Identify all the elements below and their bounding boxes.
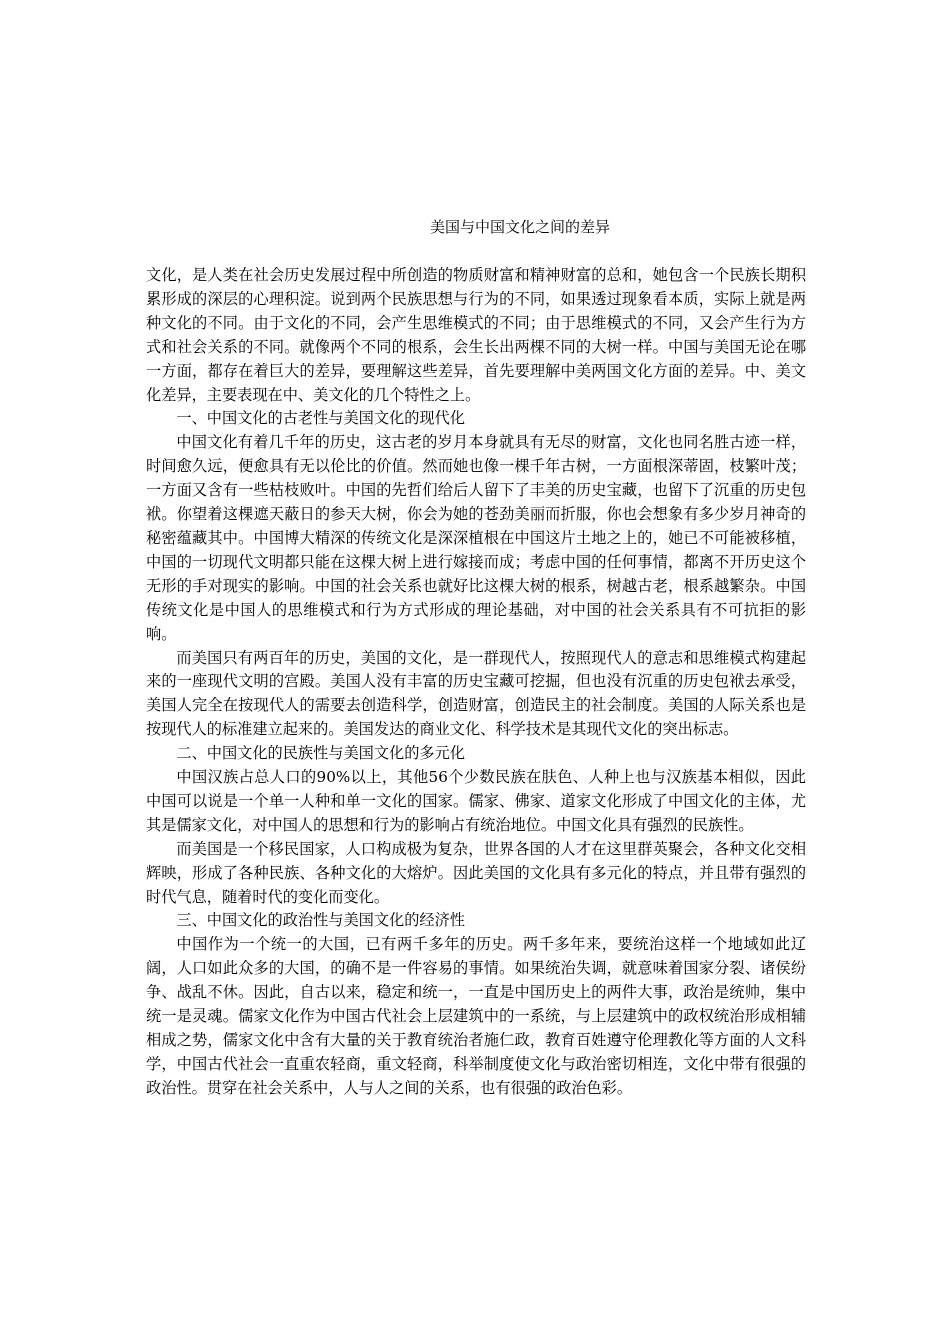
section-heading-2: 二、中国文化的民族性与美国文化的多元化 — [176, 744, 465, 763]
section-heading-1: 一、中国文化的古老性与美国文化的现代化 — [176, 409, 465, 428]
body-paragraph: 中国汉族占总人口的90%以上，其他56个少数民族在肤色、人种上也与汉族基本相似，因此中国可以说是一个单一人种和单一文化的国家。儒家、佛家、道家文化形成了中国文化的主体，尤其是儒家文化，对中国人的思想和行为的影响占有统治地位。中国文化具有强烈的民族性。 — [146, 768, 806, 834]
body-paragraph: 中国作为一个统一的大国，已有两千多年的历史。两千多年来，要统治这样一个地域如此辽阔，人口如此众多的大国，的确不是一件容易的事情。如果统治失调，就意味着国家分裂、诸侯纷争、战乱不休。因此，自古以来，稳定和统一，一直是中国历史上的两件大事，政治是统帅，集中统一是灵魂。儒家文化作为中国古代社会上层建筑中的一系统，与上层建筑中的政权统治形成相辅相成之势，儒家文化中含有大量的关于教育统治者施仁政，教育百姓遵守伦理教化等方面的人文科学，中国古代社会一直重农轻商，重文轻商，科举制度使文化与政治密切相连，文化中带有很强的政治性。贯穿在社会关系中，人与人之间的关系，也有很强的政治色彩。 — [146, 935, 806, 1097]
document-title: 美国与中国文化之间的差异 — [429, 218, 610, 236]
body-paragraph: 而美国只有两百年的历史，美国的文化，是一群现代人，按照现代人的意志和思维模式构建起来的一座现代文明的宫殿。美国人没有丰富的历史宝藏可挖掘，但也没有沉重的历史包袱去承受，美国人完全在按现代人的需要去创造科学，创造财富，创造民主的社会制度。美国的人际关系也是按现代人的标准建立起来的。美国发达的商业文化、科学技术是其现代文化的突出标志。 — [146, 648, 806, 739]
body-paragraph: 而美国是一个移民国家，人口构成极为复杂，世界各国的人才在这里群英聚会，各种文化交相辉映，形成了各种民族、各种文化的大熔炉。因此美国的文化具有多元化的特点，并且带有强烈的时代气息，随着时代的变化而变化。 — [146, 839, 806, 906]
intro-paragraph: 文化，是人类在社会历史发展过程中所创造的物质财富和精神财富的总和，她包含一个民族长期积累形成的深层的心理积淀。说到两个民族思想与行为的不同，如果透过现象看本质，实际上就是两种文化的不同。由于文化的不同，会产生思维模式的不同；由于思维模式的不同，又会产生行为方式和社会关系的不同。就像两个不同的根系，会生长出两棵不同的大树一样。中国与美国无论在哪一方面，都存在着巨大的差异，要理解这些差异，首先要理解中美两国文化方面的差异。中、美文化差异，主要表现在中、美文化的几个特性之上。 — [146, 266, 806, 404]
document-body — [146, 264, 806, 1101]
body-paragraph: 中国文化有着几千年的历史，这古老的岁月本身就具有无尽的财富，文化也同名胜古迹一样，时间愈久远，便愈具有无以伦比的价值。然而她也像一棵千年古树，一方面根深蒂固，枝繁叶茂；一方面又含有一些枯枝败叶。中国的先哲们给后人留下了丰美的历史宝藏，也留下了沉重的历史包袱。你望着这棵遮天蔽日的参天大树，你会为她的苍劲美丽而折服，你也会想象有多少岁月神奇的秘密蕴藏其中。中国博大精深的传统文化是深深植根在中国这片土地之上的，她已不可能被移植，中国的一切现代文明都只能在这棵大树上进行嫁接而成；考虑中国的任何事情，都离不开历史这个无形的手对现实的影响。中国的社会关系也就好比这棵大树的根系，树越古老，根系越繁杂。中国传统文化是中国人的思维模式和行为方式形成的理论基础，对中国的社会关系具有不可抗拒的影响。 — [146, 433, 806, 643]
section-heading-3: 三、中国文化的政治性与美国文化的经济性 — [176, 911, 465, 930]
